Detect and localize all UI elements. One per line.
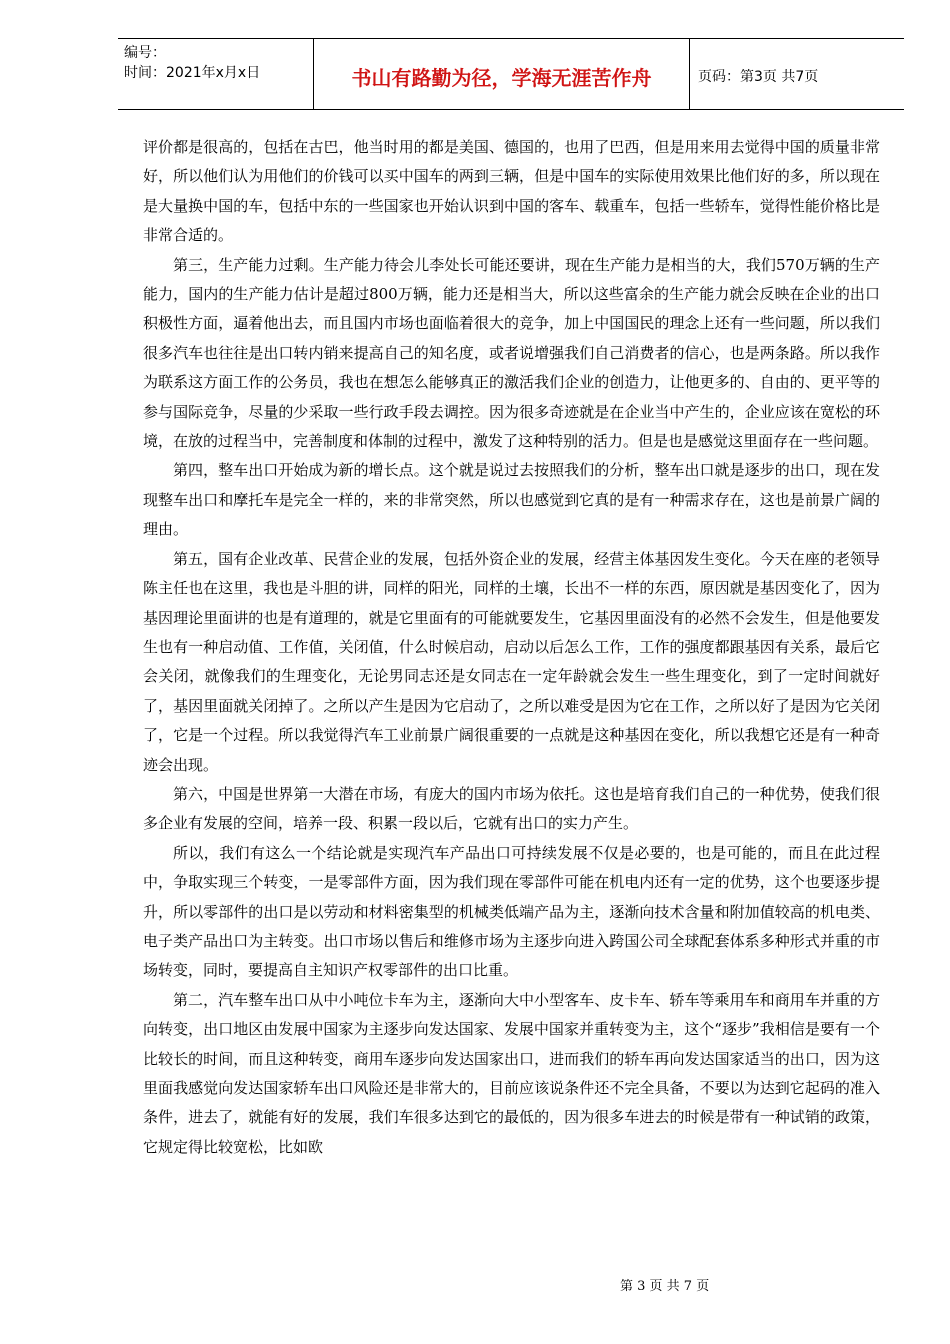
- page-footer: 第 3 页 共 7 页: [620, 1279, 710, 1294]
- paragraph: 所以，我们有这么一个结论就是实现汽车产品出口可持续发展不仅是必要的，也是可能的，而且在此过程中，争取实现三个转变，一是零部件方面，因为我们现在零部件可能在机电内还有一定的优势，这个也要逐步提升，所以零部件的出口是以劳动和材料密集型的机械类低端产品为主，逐渐向技术含量和附加值较高的机电类、电子类产品出口为主转变。出口市场以售后和维修市场为主逐步向进入跨国公司全球配套体系多种形式并重的市场转变，同时，要提高自主知识产权零部件的出口比重。: [143, 843, 880, 980]
- serial-number-label: 编号：: [124, 45, 166, 61]
- paragraph: 第四，整车出口开始成为新的增长点。这个就是说过去按照我们的分析，整车出口就是逐步的出口，现在发现整车出口和摩托车是完全一样的，来的非常突然，所以也感觉到它真的是有一种需求存在，这也是前景广阔的理由。: [143, 461, 880, 539]
- document-body: [143, 133, 880, 1162]
- paragraph: 第二，汽车整车出口从中小吨位卡车为主，逐渐向大中小型客车、皮卡车、轿车等乘用车和商用车并重的方向转变，出口地区由发展中国家为主逐步向发达国家、发展中国家并重转变为主，这个“逐步”我相信是要有一个比较长的时间，而且这种转变，商用车逐步向发达国家出口，进而我们的轿车再向发达国家适当的出口，因为这里面我感觉向发达国家轿车出口风险还是非常大的，目前应该说条件还不完全具备，不要以为达到它起码的准入条件，进去了，就能有好的发展，我们车很多达到它的最低的，因为很多车进去的时候是带有一种试销的政策，它规定得比较宽松，比如欧: [143, 990, 880, 1156]
- document-header: [118, 38, 904, 110]
- header-motto: 书山有路勤为径，学海无涯苦作舟: [314, 39, 690, 109]
- paragraph: 第三，生产能力过剩。生产能力待会儿李处长可能还要讲，现在生产能力是相当的大，我们570万辆的生产能力，国内的生产能力估计是超过800万辆，能力还是相当大，所以这些富余的生产能力就会反映在企业的出口积极性方面，逼着他出去，而且国内市场也面临着很大的竞争，加上中国国民的理念上还有一些问题，所以我们很多汽车也往往是出口转内销来提高自己的知名度，或者说增强我们自己消费者的信心，也是两条路。所以我作为联系这方面工作的公务员，我也在想怎么能够真正的激活我们企业的创造力，让他更多的、自由的、更平等的参与国际竞争，尽量的少采取一些行政手段去调控。因为很多奇迹就是在企业当中产生的，企业应该在宽松的环境，在放的过程当中，完善制度和体制的过程中，激发了这种特别的活力。但是也是感觉这里面存在一些问题。: [143, 255, 880, 451]
- time-label: 时间：2021年x月x日: [124, 65, 261, 81]
- header-meta: [118, 39, 314, 109]
- header-page-info: 页码：第3页 共7页: [698, 69, 819, 85]
- paragraph: 评价都是很高的，包括在古巴，他当时用的都是美国、德国的，也用了巴西，但是用来用去觉得中国的质量非常好，所以他们认为用他们的价钱可以买中国车的两到三辆，但是中国车的实际使用效果比他们好的多，所以现在是大量换中国的车，包括中东的一些国家也开始认识到中国的客车、载重车，包括一些轿车，觉得性能价格比是非常合适的。: [143, 138, 880, 245]
- paragraph: 第五，国有企业改革、民营企业的发展，包括外资企业的发展，经营主体基因发生变化。今天在座的老领导陈主任也在这里，我也是斗胆的讲，同样的阳光，同样的土壤，长出不一样的东西，原因就是基因变化了，因为基因理论里面讲的也是有道理的，就是它里面有的可能就要发生，它基因里面没有的必然不会发生，但是他要发生也有一种启动值、工作值，关闭值，什么时候启动，启动以后怎么工作，工作的强度都跟基因有关系，最后它会关闭，就像我们的生理变化，无论男同志还是女同志在一定年龄就会发生一些生理变化，到了一定时间就好了，基因里面就关闭掉了。之所以产生是因为它启动了，之所以难受是因为它在工作，之所以好了是因为它关闭了，它是一个过程。所以我觉得汽车工业前景广阔很重要的一点就是这种基因在变化，所以我想它还是有一种奇迹会出现。: [143, 549, 880, 774]
- paragraph: 第六，中国是世界第一大潜在市场，有庞大的国内市场为依托。这也是培育我们自己的一种优势，使我们很多企业有发展的空间，培养一段、积累一段以后，它就有出口的实力产生。: [143, 784, 880, 833]
